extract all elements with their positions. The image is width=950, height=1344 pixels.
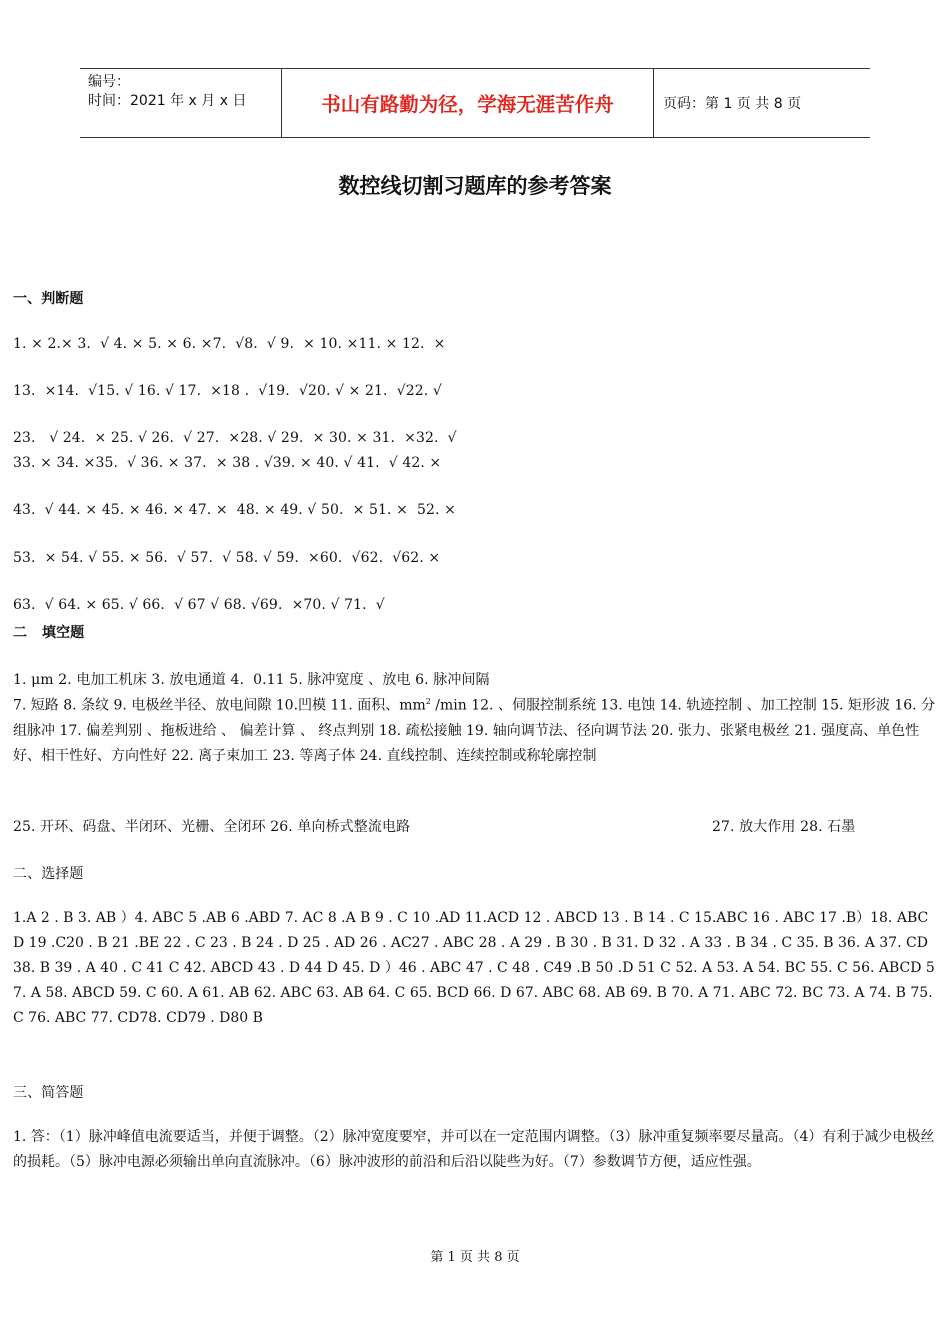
fill-blank-line: 1. μm 2. 电加工机床 3. 放电通道 4. 0.11 5. 脉冲宽度 、放电 6. 脉冲间隔 <box>13 672 490 688</box>
section-heading-judgement: 一、判断题 <box>13 291 84 307</box>
document-number: 编号： <box>88 74 130 90</box>
fill-blank-line: 25. 开环、码盘、半闭环、光栅、全闭环 26. 单向桥式整流电路 <box>13 819 411 835</box>
judgement-line: 43. √ 44. × 45. × 46. × 47. × 48. × 49. √ 50. × 51. × 52. × <box>13 502 456 518</box>
section-heading-fill-blank: 二 填空题 <box>13 625 85 641</box>
fill-blank-line: 27. 放大作用 28. 石墨 <box>712 819 856 835</box>
section-heading-choice: 二、选择题 <box>13 866 84 882</box>
fill-blank-paragraph <box>13 689 937 769</box>
short-answer-text: 1. 答：（1）脉冲峰值电流要适当，并便于调整。（2）脉冲宽度要窄，并可以在一定范围内调整。（3）脉冲重复频率要尽量高。（4）有利于减少电极丝的损耗。（5）脉冲电源必须输出单向直流脉冲。（6）脉冲波形的前沿和后沿以陡些为好。（7）参数调节方便，适应性强。 <box>13 1129 935 1170</box>
judgement-line: 1. × 2.× 3. √ 4. × 5. × 6. ×7. √8. √ 9. × 10. ×11. × 12. × <box>13 336 446 352</box>
fill-blank-text: /min 12. 、伺服控制系统 13. 电蚀 14. 轨迹控制 、加工控制 15. 矩形波 16. 分组脉冲 17. 偏差判别 、拖板进给 、 偏差计算 、 终点判别 18. 疏松接触 19. 轴向调节法、径向调节法 20. 张力、张紧电极丝 21. 强度高、单色性好、相干性好、方向性好 22. 离子束加工 23. 等离子体 24. 直线控制、连续控制或称轮廓控制 <box>13 697 936 764</box>
page-header <box>80 68 870 138</box>
section-heading-short-answer: 三、简答题 <box>13 1085 84 1101</box>
choice-answers: 1.A 2 . B 3. AB ）4. ABC 5 .AB 6 .ABD 7. AC 8 .A B 9 . C 10 .AD 11.ACD 12 . ABCD 13 . B 14 . C 15.ABC 16 . ABC 17 .B）18. ABCD 19 .C20 . B 21 .BE 22 . C 23 . B 24 . D 25 . AD 26 . AC27 . ABC 28 . A 29 . B 30 . B 31. D 32 . A 33 . B 34 . C 35. B 36. A 37. CD 38. B 39 . A 40 . C 41 C 42. ABCD 43 . D 44 D 45. D ）46 . ABC 47 . C 48 . C49 .B 50 .D 51 C 52. A 53. A 54. BC 55. C 56. ABCD 57. A 58. ABCD 59. C 60. A 61. AB 62. ABC 63. AB 64. C 65. BCD 66. D 67. ABC 68. AB 69. B 70. A 71. ABC 72. BC 73. A 74. B 75. C 76. ABC 77. CD78. CD79 . D80 B <box>13 910 935 1026</box>
judgement-line: 13. ×14. √15. √ 16. √ 17. ×18 . √19. √20. √ × 21. √22. √ <box>13 383 442 399</box>
page-footer: 第 1 页 共 8 页 <box>430 1250 520 1265</box>
judgement-line: 53. × 54. √ 55. × 56. √ 57. √ 58. √ 59. ×60. √62. √62. × <box>13 550 441 566</box>
judgement-line: 23. √ 24. × 25. √ 26. √ 27. ×28. √ 29. × 30. × 31. ×32. √ <box>13 430 457 446</box>
document-title: 数控线切割习题库的参考答案 <box>338 174 612 198</box>
judgement-line: 63. √ 64. × 65. √ 66. √ 67 √ 68. √69. ×70. √ 71. √ <box>13 597 385 613</box>
document-date: 时间：2021 年 x 月 x 日 <box>88 93 247 109</box>
superscript: 2 <box>425 697 431 706</box>
fill-blank-text: 7. 短路 8. 条纹 9. 电极丝半径、放电间隙 10.凹模 11. 面积、mm <box>13 697 426 714</box>
header-page-number: 页码：第 1 页 共 8 页 <box>663 96 802 112</box>
header-motto: 书山有路勤为径，学海无涯苦作舟 <box>281 69 654 137</box>
judgement-line: 33. × 34. ×35. √ 36. × 37. × 38 . √39. × 40. √ 41. √ 42. × <box>13 455 442 471</box>
header-meta <box>80 69 281 137</box>
